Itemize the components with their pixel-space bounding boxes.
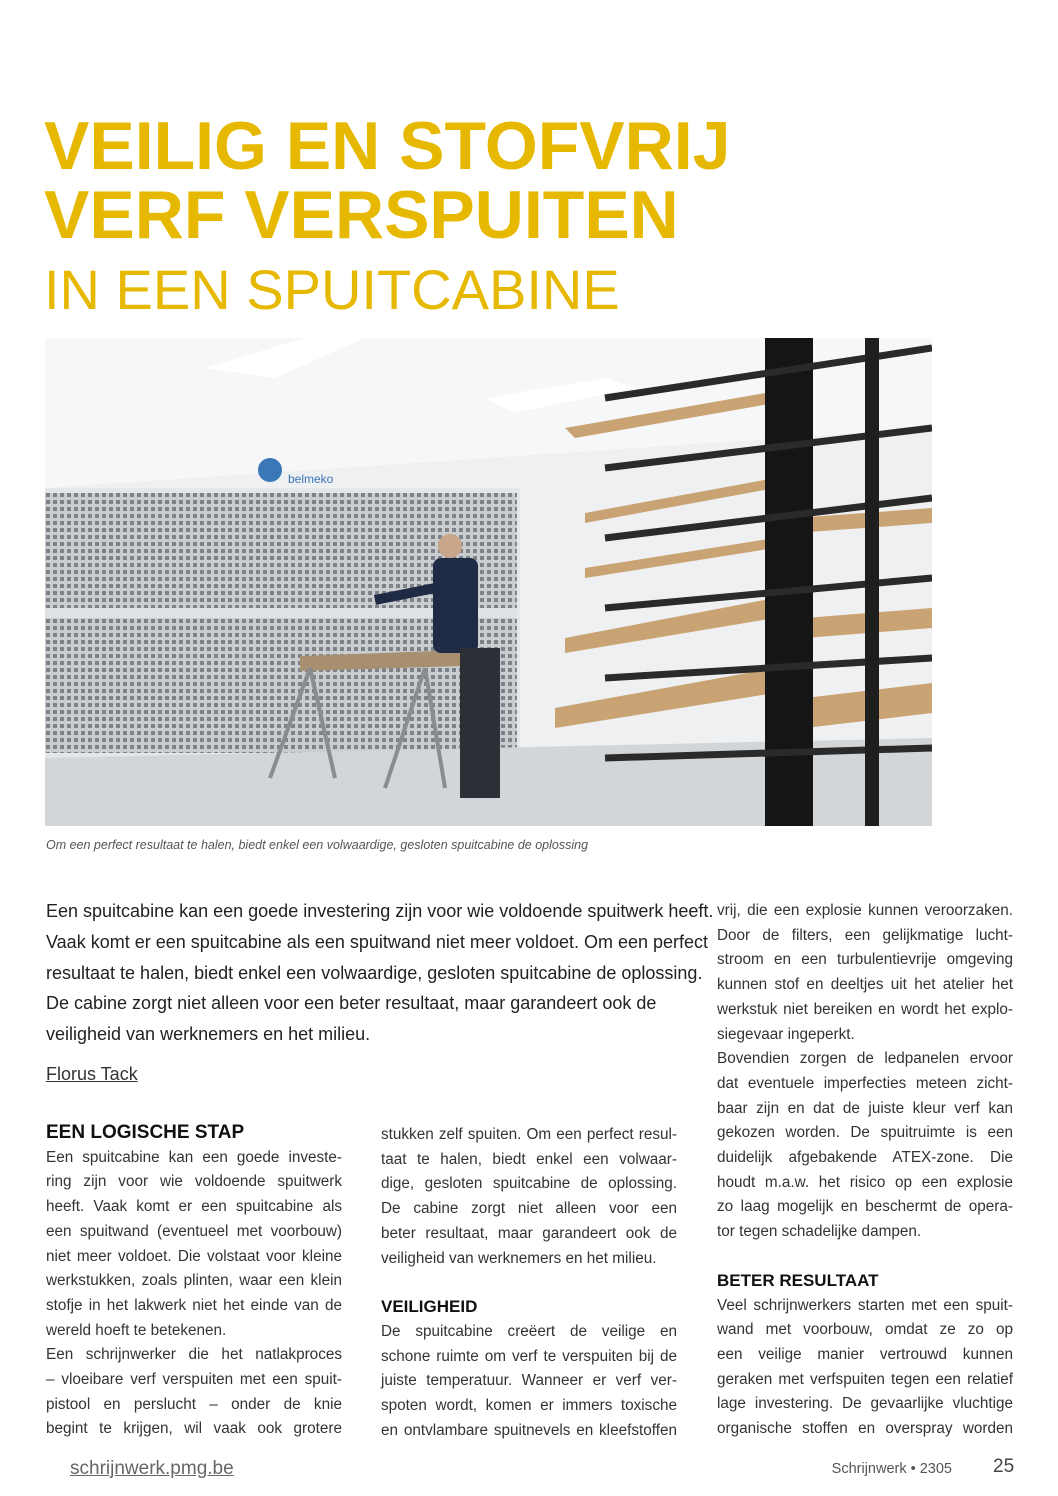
text-line: dige, gesloten spuitcabine de oplossing. — [381, 1175, 677, 1193]
text-line: Door de filters, een gelijkmatige lucht- — [717, 926, 1013, 944]
text-line: zo laag mogelijk en beschermt de opera- — [717, 1198, 1013, 1216]
text-line: schone ruimte om verf te verspuiten bij de — [381, 1347, 677, 1365]
body-paragraph — [381, 1123, 677, 1271]
text-line: veiligheid van werknemers en het milieu. — [381, 1249, 657, 1267]
text-line: kunnen stof en deeltjes uit het atelier het — [717, 976, 1013, 994]
text-line: spoten wordt, komen er immers toxische — [381, 1397, 677, 1415]
text-line: een spuitwand (eventueel met voorbouw) — [46, 1222, 342, 1240]
text-line: lage investering. De gevaarlijke vluchtige — [717, 1395, 1013, 1413]
text-line: duidelijk afgebakende ATEX-zone. Die — [717, 1149, 1013, 1167]
text-line: siegevaar ingeperkt. — [717, 1025, 855, 1043]
website-link[interactable]: schrijnwerk.pmg.be — [70, 1458, 234, 1479]
text-line: wereld hoeft te betekenen. — [46, 1321, 227, 1339]
body-paragraph — [717, 1294, 1013, 1442]
text-line: tor tegen schadelijke dampen. — [717, 1223, 922, 1241]
text-line: geraken met verfspuiten tegen een relatief — [717, 1370, 1013, 1388]
text-line: Een schrijnwerker die het natlakproces — [46, 1346, 342, 1364]
text-line: juiste temperatuur. Wanneer er verf ver- — [381, 1372, 677, 1390]
page-number: 25 — [993, 1456, 1015, 1477]
body-paragraph — [381, 1320, 677, 1444]
title-line-2: VERF VERSPUITEN — [44, 177, 679, 253]
section-heading: EEN LOGISCHE STAP — [46, 1122, 245, 1143]
text-line: werkstuk niet bereiken en wordt het explo- — [717, 1000, 1013, 1018]
text-line: De spuitcabine creëert de veilige en — [381, 1322, 677, 1340]
belmeko-logo: belmeko — [288, 472, 334, 486]
text-line: werkstukken, zoals plinten, waar een klein — [46, 1272, 342, 1290]
text-line: stroom en een turbulentievrije omgeving — [717, 951, 1013, 969]
text-line: Veel schrijnwerkers starten met een spuit- — [717, 1296, 1013, 1314]
section-heading: BETER RESULTAAT — [717, 1270, 879, 1290]
intro-line: Een spuitcabine kan een goede investering zijn voor wie voldoende spuitwerk heeft. — [46, 901, 714, 921]
text-line: Een spuitcabine kan een goede investe- — [46, 1148, 342, 1166]
text-line: stukken zelf spuiten. Om een perfect resul- — [381, 1126, 677, 1143]
text-line: beter resultaat, maar garandeert ook de — [381, 1224, 677, 1242]
text-line: De cabine zorgt niet alleen voor een — [381, 1200, 677, 1218]
text-line: dat eventuele imperfecties meteen zicht- — [717, 1074, 1013, 1092]
body-paragraph — [717, 899, 1013, 1047]
title-line-1: VEILIG EN STOFVRIJ — [44, 108, 731, 184]
body-paragraph — [717, 1047, 1013, 1245]
text-line: wand met voorbouw, omdat ze zo op — [717, 1321, 1013, 1339]
spray-booth-illustration — [45, 338, 932, 826]
spray-booth-photo — [45, 338, 932, 826]
intro-line: Vaak komt er een spuitcabine als een spuitwand niet meer voldoet. Om een perfect — [46, 931, 709, 952]
text-line: pistool en perslucht – onder de knie — [46, 1395, 342, 1413]
body-paragraph — [46, 1343, 342, 1442]
text-line: taat te halen, biedt enkel een volwaar- — [381, 1150, 677, 1168]
magazine-issue: Schrijnwerk • 2305 — [831, 1461, 952, 1477]
text-line: heeft. Vaak komt er een spuitcabine als — [46, 1198, 342, 1216]
text-line: stofje in het lakwerk niet het einde van de — [46, 1296, 342, 1314]
text-line: vrij, die een explosie kunnen veroorzaken. — [717, 902, 1013, 919]
author-byline[interactable]: Florus Tack — [46, 1064, 138, 1084]
text-line: organische stoffen en overspray worden — [717, 1420, 1013, 1438]
text-line: niet meer voldoet. Die volstaat voor kleine — [46, 1247, 342, 1265]
text-line: een veilige manier vertrouwd kunnen — [717, 1345, 1013, 1363]
text-line: begint te krijgen, wil vaak ook grotere — [46, 1420, 342, 1438]
section-gap — [717, 1245, 1013, 1269]
text-line: Bovendien zorgen de ledpanelen ervoor — [717, 1050, 1013, 1068]
intro-line: resultaat te halen, biedt enkel een volwaardige, gesloten spuitcabine de oplossing. — [46, 962, 703, 983]
article-column-1 — [46, 1121, 342, 1442]
photo-caption: Om een perfect resultaat te halen, biedt enkel een volwaardige, gesloten spuitcabine de oplossing — [46, 838, 589, 852]
article-column-2 — [381, 1123, 677, 1443]
section-heading: VEILIGHEID — [381, 1297, 478, 1317]
text-line: houdt m.a.w. het risico op een explosie — [717, 1173, 1013, 1191]
intro-line: veiligheid van werknemers en het milieu. — [46, 1024, 371, 1045]
title-line-3: IN EEN SPUITCABINE — [44, 258, 620, 321]
article-column-3 — [717, 899, 1013, 1442]
body-paragraph — [46, 1146, 342, 1344]
text-line: en ontvlambare spuitnevels en kleefstoffen — [381, 1421, 677, 1439]
text-line: ring zijn voor wie voldoende spuitwerk — [46, 1173, 342, 1191]
intro-line: De cabine zorgt niet alleen voor een beter resultaat, maar garandeert ook de — [46, 993, 657, 1014]
text-line: gekozen worden. De spuitruimte is een — [717, 1124, 1013, 1142]
text-line: – vloeibare verf verspuiten met een spuit- — [46, 1371, 342, 1389]
text-line: baar zijn en dat de juiste kleur verf kan — [717, 1099, 1013, 1117]
section-gap — [381, 1271, 677, 1295]
intro-paragraph — [46, 896, 714, 1050]
